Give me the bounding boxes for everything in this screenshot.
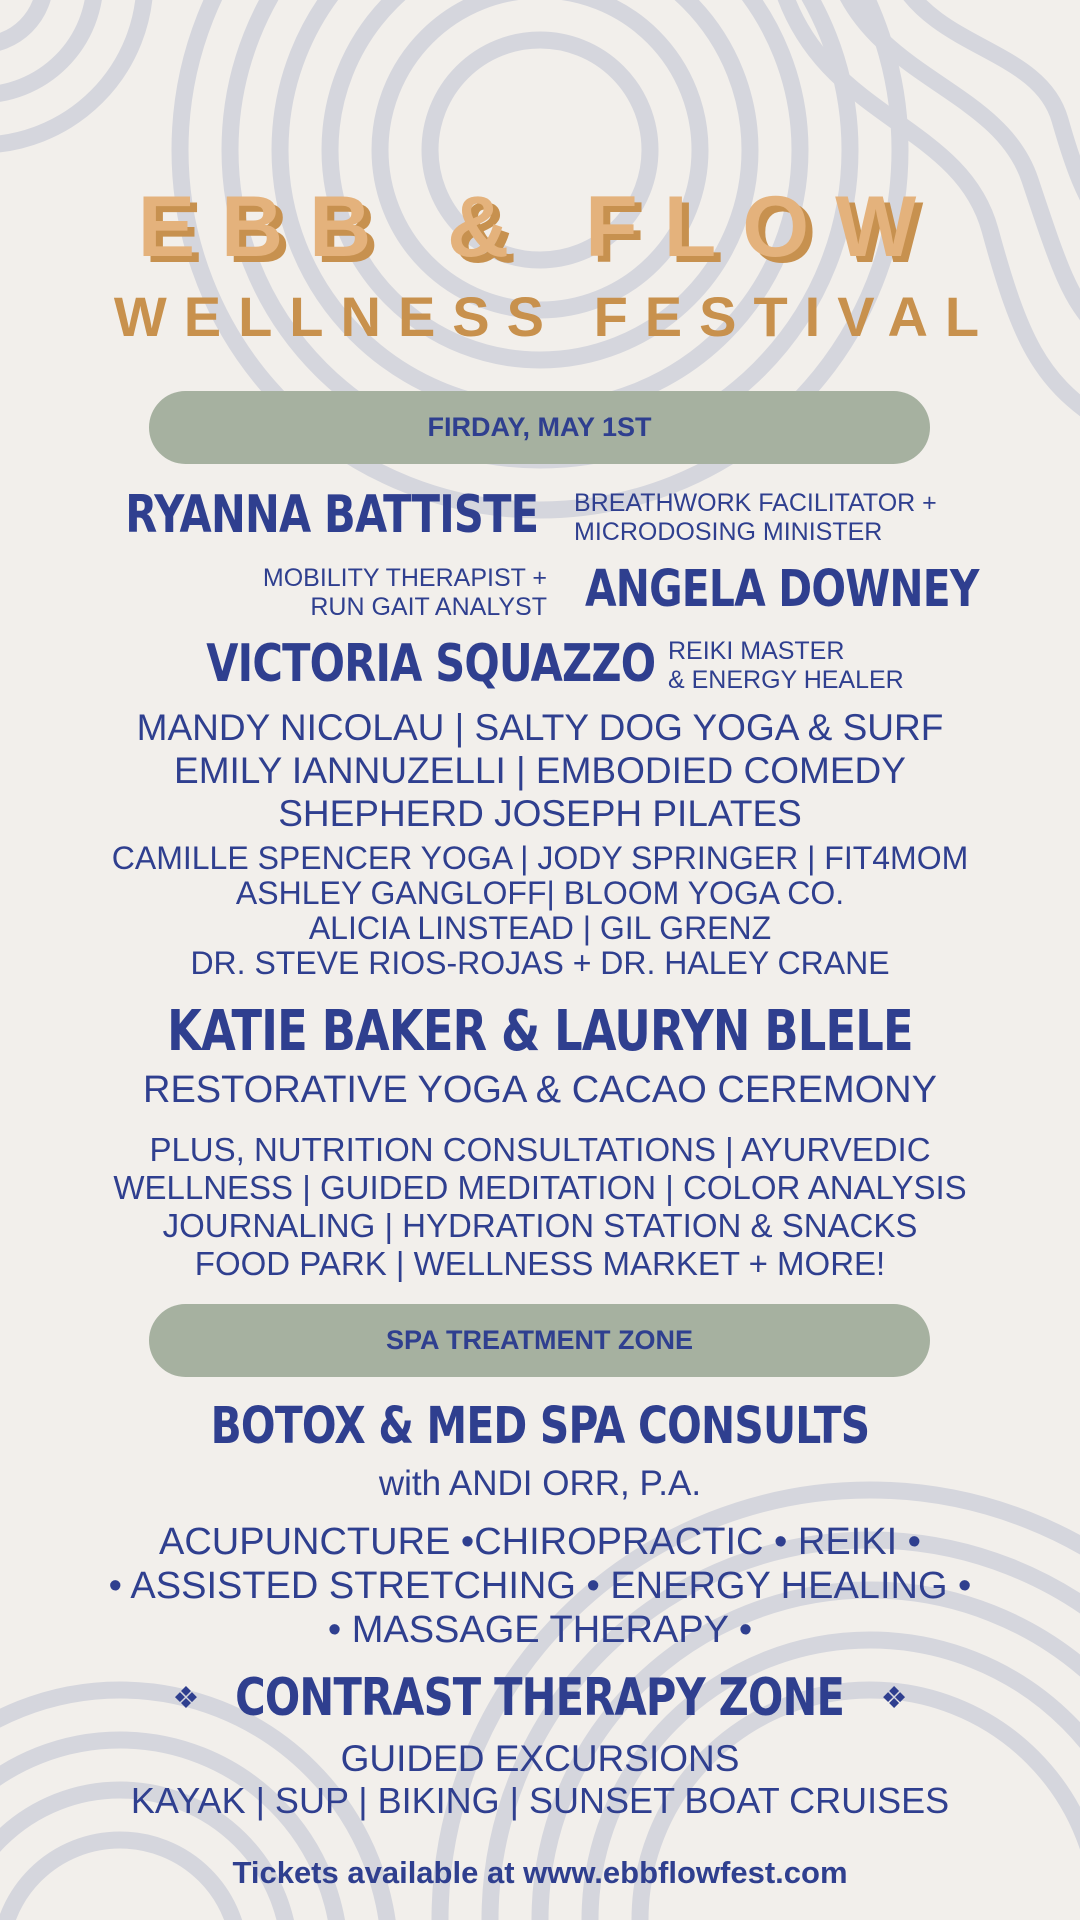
lineup-line: EMILY IANNUZELLI | EMBODIED COMEDY (174, 750, 906, 791)
ornament-icon: ❖ (880, 1681, 908, 1715)
spa-headline-wrap (0, 1396, 1080, 1458)
treatment-line: • MASSAGE THERAPY • (327, 1609, 753, 1651)
extras-line: JOURNALING | HYDRATION STATION & SNACKS (162, 1207, 918, 1244)
lineup-line: ALICIA LINSTEAD | GIL GRENZ (308, 910, 772, 946)
lineup-primary (0, 706, 1080, 835)
spa-treatments (0, 1520, 1080, 1652)
featured-row-1 (0, 483, 1080, 553)
extras-line: FOOD PARK | WELLNESS MARKET + MORE! (194, 1245, 886, 1282)
excursions-title: GUIDED EXCURSIONS (340, 1738, 740, 1779)
headliner-event: RESTORATIVE YOGA & CACAO CEREMONY (143, 1069, 937, 1111)
spa-zone-label: SPA TREATMENT ZONE (386, 1325, 693, 1355)
featured-name: VICTORIA SQUAZZO (205, 634, 655, 694)
featured-name: RYANNA BATTISTE (124, 485, 538, 545)
featured-role: BREATHWORK FACILITATOR + MICRODOSING MINISTER (574, 489, 937, 546)
featured-row-3 (0, 632, 1080, 702)
contrast-headline: CONTRAST THERAPY ZONE (235, 1668, 845, 1728)
spa-headline: BOTOX & MED SPA CONSULTS (210, 1397, 870, 1456)
festival-title: EBB & FLOW (137, 179, 943, 275)
contrast-zone-heading (0, 1666, 1080, 1730)
extras-list (0, 1131, 1080, 1283)
tickets-link[interactable]: Tickets available at www.ebbflowfest.com (232, 1855, 848, 1890)
lineup-line: MANDY NICOLAU | SALTY DOG YOGA & SURF (136, 707, 944, 748)
featured-name: ANGELA DOWNEY (585, 560, 979, 619)
featured-role: MOBILITY THERAPIST + RUN GAIT ANALYST (262, 564, 547, 621)
lineup-line: CAMILLE SPENCER YOGA | JODY SPRINGER | FIT4MOM (111, 840, 969, 876)
friday-date-banner (149, 391, 930, 464)
headliner: KATIE BAKER & LAURYN BLELE (167, 999, 913, 1064)
spa-with: with ANDI ORR, P.A. (378, 1464, 702, 1503)
treatment-line: ACUPUNCTURE •CHIROPRACTIC • REIKI • (159, 1521, 921, 1563)
extras-line: PLUS, NUTRITION CONSULTATIONS | AYURVEDIC (149, 1131, 931, 1168)
excursions-list: KAYAK | SUP | BIKING | SUNSET BOAT CRUISES (130, 1780, 950, 1821)
ornament-icon: ❖ (172, 1681, 200, 1715)
treatment-line: • ASSISTED STRETCHING • ENERGY HEALING • (108, 1565, 972, 1607)
featured-row-2 (0, 558, 1080, 628)
lineup-line: DR. STEVE RIOS-ROJAS + DR. HALEY CRANE (190, 945, 890, 981)
spa-zone-banner (149, 1304, 930, 1377)
lineup-line: SHEPHERD JOSEPH PILATES (278, 793, 802, 834)
featured-role: REIKI MASTER & ENERGY HEALER (668, 637, 904, 694)
extras-line: WELLNESS | GUIDED MEDITATION | COLOR ANALYSIS (113, 1169, 967, 1206)
lineup-line: ASHLEY GANGLOFF| BLOOM YOGA CO. (235, 875, 845, 911)
lineup-secondary (0, 841, 1080, 981)
festival-subtitle: WELLNESS FESTIVAL (113, 285, 997, 348)
friday-date-label: FIRDAY, MAY 1ST (427, 412, 652, 442)
headliner-wrap (0, 1000, 1080, 1064)
